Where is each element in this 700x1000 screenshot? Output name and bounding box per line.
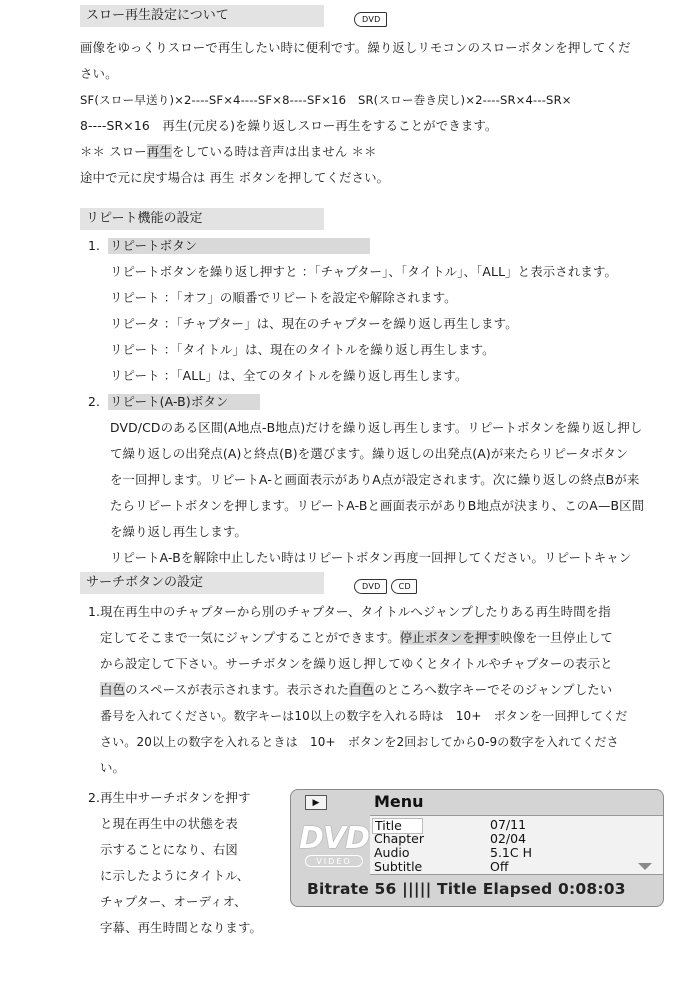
- slow-note: ＊＊ スロー再生をしている時は音声は出ません ＊＊: [80, 144, 377, 159]
- dvd-video-logo: DVD VIDEO: [299, 821, 370, 866]
- search-p1-line: 白色のスペースが表示されます。表示された白色のところへ数字キーでそのジャンプしたい: [100, 682, 613, 697]
- dvd-badge: DVD: [354, 579, 387, 594]
- repeat-item-2-line: を一回押します。リピートA-と画面表示がありA点が設定されます。次に繰り返しの終点Bが来: [110, 472, 640, 487]
- osd-menu-screen: [290, 789, 664, 907]
- cd-badge: CD: [391, 579, 417, 594]
- search-p1-line: さい。20以上の数字を入れるときは 10+ ボタンを2回おしてから0-9の数字を入れてくださ: [100, 735, 619, 749]
- search-p1-line: 1.現在再生中のチャプターから別のチャプター、タイトルへジャンプしたりある再生時間を指: [88, 604, 611, 619]
- repeat-item-2-line: を繰り返し再生します。: [110, 524, 247, 539]
- repeat-item-2-title-row: 2. リピート(A-B)ボタン: [88, 394, 260, 410]
- highlight-white: 白色: [100, 682, 126, 697]
- slow-line-2: さい。: [80, 66, 118, 81]
- osd-menu-header: [291, 790, 663, 815]
- slow-line-3: SF(スロー早送り)×2----SF×4----SF×8----SF×16 SR(スロー巻き戻し)×2----SR×4---SR×: [80, 93, 572, 107]
- search-p1-line: 番号を入れてください。数字キーは10以上の数字を入れる時は 10+ ボタンを一回押してくだ: [100, 709, 628, 723]
- search-p2-line: に示したようにタイトル、: [100, 868, 250, 883]
- repeat-item-1-line: リピート ：「タイトル」は、現在のタイトルを繰り返し再生します。: [110, 342, 495, 357]
- repeat-item-2-line: て繰り返しの出発点(A)と終点(B)を選びます。繰り返しの出発点(A)が来たらリピータボタン: [110, 446, 629, 461]
- play-icon: ▶: [305, 795, 327, 810]
- repeat-button-title: リピートボタン: [108, 238, 370, 254]
- slow-badges: [354, 7, 391, 27]
- osd-status-bar: Bitrate 56 ||||| Title Elapsed 0:08:03: [307, 880, 626, 898]
- search-p1-line: から設定して下さい。サーチボタンを繰り返し押してゆくとタイトルやチャプターの表示と: [100, 656, 613, 671]
- slow-line-1: 画像をゆっくりスローで再生したい時に便利です。繰り返しリモコンのスローボタンを押してくだ: [80, 40, 631, 55]
- slow-return-line: 途中で元に戻す場合は 再生 ボタンを押してください。: [80, 170, 390, 185]
- search-p2-line: チャプター、オーディオ、: [100, 894, 247, 909]
- highlight-white: 白色: [349, 682, 375, 697]
- osd-row-subtitle: Subtitle Off: [374, 859, 509, 874]
- repeat-item-2-line: DVD/CDのある区間(A地点-B地点)だけを繰り返し再生します。リピートボタンを繰り返し押し: [110, 420, 643, 435]
- repeat-item-1-line: リピータ ：「チャプター」は、現在のチャプターを繰り返し再生します。: [110, 316, 518, 331]
- highlight-play: 再生: [146, 144, 172, 159]
- slow-section-header: スロー再生設定について: [80, 5, 324, 27]
- repeat-item-1-line: リピートボタンを繰り返し押すと ：「チャプター」、「タイトル」、「ALL」と表示されます。: [110, 264, 618, 279]
- repeat-ab-button-title: リピート(A-B)ボタン: [108, 394, 260, 410]
- osd-menu-title: Menu: [374, 792, 424, 811]
- repeat-item-2-line: たらリピートボタンを押します。リピートA-Bと画面表示がありB地点が決まり、このA—B区間: [110, 498, 645, 513]
- search-p2-line: と現在再生中の状態を表: [100, 816, 238, 831]
- search-badges: [354, 574, 421, 594]
- slow-line-4: 8----SR×16 再生(元戻る)を繰り返しスロー再生をすることができます。: [80, 118, 498, 133]
- search-p2-line: 示することになり、右図: [100, 842, 238, 857]
- osd-info-panel: [370, 815, 664, 875]
- search-section-header: サーチボタンの設定: [80, 572, 324, 594]
- repeat-item-1-line: リピート ：「オフ」の順番でリピートを設定や解除されます。: [110, 290, 457, 305]
- search-p1-line: い。: [100, 760, 126, 775]
- osd-row-chapter: Chapter 02/04: [374, 831, 527, 846]
- search-p2-line: 字幕、再生時間となります。: [100, 920, 263, 935]
- dvd-badge: DVD: [354, 12, 387, 27]
- repeat-item-1-title-row: 1. リピートボタン: [88, 238, 370, 254]
- repeat-item-2-line: リピートA-Bを解除中止したい時はリピートボタン再度一回押してください。リピートキャン: [110, 550, 632, 565]
- repeat-item-1-line: リピート ：「ALL」は、全てのタイトルを繰り返し再生します。: [110, 368, 468, 383]
- search-p2-line: 2.再生中サーチボタンを押す: [88, 790, 251, 805]
- highlight-stop-button: 停止ボタンを押す: [399, 630, 501, 645]
- osd-row-audio: Audio 5.1C H: [374, 845, 532, 860]
- chevron-down-icon: [638, 863, 652, 870]
- osd-row-title: Title 07/11: [370, 818, 664, 832]
- search-p1-line: 定してそこまで一気にジャンプすることができます。停止ボタンを押す映像を一旦停止して: [100, 630, 613, 645]
- repeat-section-header: リピート機能の設定: [80, 208, 324, 230]
